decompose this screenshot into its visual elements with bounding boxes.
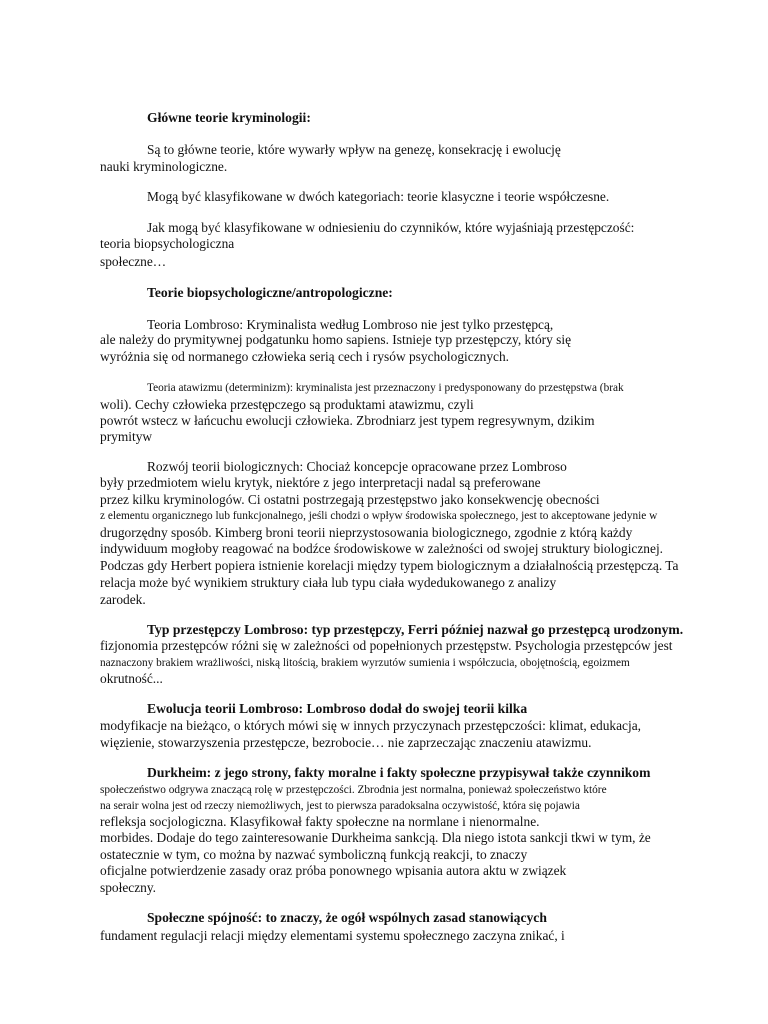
text-line: przez kilku kryminologów. Ci ostatni postrzegają przestępstwo jako konsekwencję obecności (100, 492, 600, 507)
section-heading: Durkheim: z jego strony, fakty moralne i fakty społeczne przypisywał także czynnikom (147, 765, 651, 780)
text-line: relacja może być wynikiem struktury ciała lub typu ciała wydedukowanego z analizy (100, 575, 557, 590)
text-line: zarodek. (100, 592, 146, 607)
text-line: prymityw (100, 429, 153, 444)
text-line: społeczeństwo odgrywa znaczącą rolę w przestępczości. Zbrodnia jest normalna, ponieważ społeczeństwo które (100, 784, 607, 796)
text-line: drugorzędny sposób. Kimberg broni teorii nieprzystosowania biologicznego, zgodnie z którą każdy (100, 525, 633, 540)
text-line: Są to główne teorie, które wywarły wpływ na genezę, konsekrację i ewolucję (147, 142, 561, 157)
section-heading: Ewolucja teorii Lombroso: Lombroso dodał do swojej teorii kilka (147, 701, 528, 716)
text-line: Teoria atawizmu (determinizm): kryminalista jest przeznaczony i predysponowany do przestępstwa (brak (147, 382, 624, 394)
text-line: na serair wolna jest od rzeczy niemożliwych, jest to pierwsza paradoksalna oczywistość, która się pojawia (100, 800, 580, 812)
text-line: Mogą być klasyfikowane w dwóch kategoriach: teorie klasyczne i teorie współczesne. (147, 189, 610, 204)
text-line: Podczas gdy Herbert popiera istnienie korelacji między typem biologicznym a działalnością przestępczą. Ta (100, 558, 679, 573)
text-line: fundament regulacji relacji między elementami systemu społecznego zaczyna znikać, i (100, 928, 565, 943)
section-heading: Główne teorie kryminologii: (147, 110, 311, 125)
text-line: z elementu organicznego lub funkcjonalnego, jeśli chodzi o wpływ środowiska społecznego, jest to akceptowane jedynie w (100, 510, 658, 522)
text-line: więzienie, stowarzyszenia przestępcze, bezrobocie… nie zaprzeczając znaczeniu atawizmu. (100, 735, 592, 750)
text-line: okrutność... (100, 671, 163, 686)
text-line: społeczny. (100, 880, 157, 895)
text-line: społeczne… (100, 254, 167, 269)
section-heading: Teorie biopsychologiczne/antropologiczne: (147, 285, 393, 300)
text-line: Jak mogą być klasyfikowane w odniesieniu do czynników, które wyjaśniają przestępczość: (147, 220, 635, 235)
text-line: powrót wstecz w łańcuchu ewolucji człowieka. Zbrodniarz jest typem regresywnym, dzikim (100, 413, 595, 428)
text-line: były przedmiotem wielu krytyk, niektóre z jego interpretacji nadal są preferowane (100, 475, 541, 490)
text-line: teoria biopsychologiczna (100, 236, 235, 251)
text-line: Teoria Lombroso: Kryminalista według Lombroso nie jest tylko przestępcą, (147, 317, 554, 332)
text-line: refleksja socjologiczna. Klasyfikował fakty społeczne na normlane i nienormalne. (100, 814, 540, 829)
text-line: nauki kryminologiczne. (100, 159, 228, 174)
text-line: modyfikacje na bieżąco, o których mówi się w innych przyczynach przestępczości: klimat, edukacja, (100, 718, 641, 733)
text-line: ostatecznie w tym, co można by nazwać symboliczną funkcją reakcji, to znaczy (100, 847, 528, 862)
text-line: ale należy do prymitywnej podgatunku homo sapiens. Istnieje typ przestępczy, który się (100, 332, 572, 347)
text-line: fizjonomia przestępców różni się w zależności od popełnionych przestępstw. Psychologia przestępców jest (100, 638, 673, 653)
text-line: indywiduum mogłoby reagować na bodźce środowiskowe w zależności od swojej struktury biologicznej. (100, 541, 664, 556)
text-line: woli). Cechy człowieka przestępczego są produktami atawizmu, czyli (100, 397, 474, 412)
text-line: wyróżnia się od normanego człowieka serią cech i rysów psychologicznych. (100, 349, 510, 364)
text-line: oficjalne potwierdzenie zasady oraz próba ponownego wpisania autora aktu w związek (100, 863, 567, 878)
section-heading: Społeczne spójność: to znaczy, że ogół wspólnych zasad stanowiących (147, 910, 547, 925)
text-line: morbides. Dodaje do tego zainteresowanie Durkheima sankcją. Dla niego istota sankcji tkwi w tym, że (100, 830, 651, 845)
section-heading: Typ przestępczy Lombroso: typ przestępczy, Ferri później nazwał go przestępcą urodzonym. (147, 622, 684, 637)
text-line: naznaczony brakiem wrażliwości, niską litością, brakiem wyrzutów sumienia i współczucia, obojętnością, egoizmem (100, 657, 630, 669)
text-line: Rozwój teorii biologicznych: Chociaż koncepcje opracowane przez Lombroso (147, 459, 567, 474)
